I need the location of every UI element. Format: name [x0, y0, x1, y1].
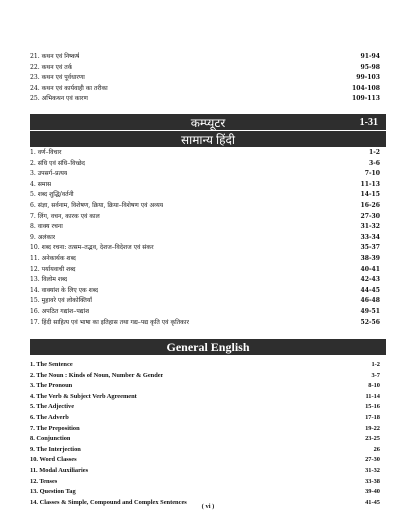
toc-entry [30, 94, 380, 105]
toc-entry-title: 14. Classes & Simple, Compound and Complex Sentences [30, 498, 187, 506]
toc-entry-title: 12. पर्यायवाची शब्द [30, 265, 76, 273]
toc-entry-pages: 17-18 [365, 413, 380, 421]
toc-entry-title: 8. वाक्य रचना [30, 223, 63, 231]
toc-entry-title: 6. संज्ञा, सर्वनाम, विशेषण, क्रिया, क्रिया–विशेषण एवं अव्यय [30, 201, 164, 209]
toc-entry-title: 21. कथन एवं निष्कर्ष [30, 53, 80, 60]
section-pages: 1-31 [359, 116, 378, 128]
toc-entry [30, 243, 380, 254]
toc-entry-pages: 109-113 [352, 95, 380, 103]
toc-entry-pages: 46-48 [360, 297, 380, 305]
section-title: General English [166, 339, 250, 354]
toc-entry-title: 7. लिंग, वचन, कारक एवं काल [30, 212, 100, 220]
toc-entry-title: 15. मुहावरे एवं लोकोक्तियाँ [30, 297, 92, 305]
toc-entry [30, 63, 380, 74]
page-number-footer: ( vi ) [201, 503, 215, 510]
toc-entry-pages: 11-14 [365, 392, 380, 400]
toc-entry-title: 3. The Pronoun [30, 382, 73, 390]
toc-entry [30, 445, 380, 456]
toc-entry [30, 233, 380, 244]
toc-entry-title: 1. The Sentence [30, 361, 73, 368]
section-title: कम्प्यूटर [190, 115, 226, 130]
toc-entry [30, 360, 380, 371]
top-items-list [30, 52, 380, 105]
toc-entry [30, 371, 380, 382]
toc-entry [30, 392, 380, 403]
toc-entry-title: 4. समास [30, 180, 52, 188]
toc-entry-pages: 33-38 [365, 477, 380, 485]
toc-entry [30, 477, 380, 488]
section-bar-english [30, 339, 386, 355]
toc-entry-pages: 91-94 [360, 53, 380, 60]
toc-entry-title: 12. Tenses [30, 477, 58, 485]
toc-entry-title: 11. अनेकार्थक शब्द [30, 254, 76, 262]
hindi-items-list [30, 148, 380, 328]
toc-entry-title: 1. वर्ण–विचार [30, 149, 62, 156]
toc-entry-pages: 11-13 [360, 180, 380, 188]
toc-entry [30, 52, 380, 63]
toc-entry-title: 4. The Verb & Subject Verb Agreement [30, 392, 137, 400]
toc-entry-pages: 31-32 [365, 466, 380, 474]
toc-entry-pages: 99-103 [356, 74, 380, 82]
toc-entry-pages: 7-10 [364, 170, 380, 178]
toc-entry-pages: 14-15 [360, 191, 380, 199]
toc-entry-pages: 1-2 [368, 149, 380, 156]
toc-entry-title: 9. The Interjection [30, 445, 81, 453]
toc-entry [30, 275, 380, 286]
toc-entry [30, 254, 380, 265]
toc-entry-pages: 95-98 [360, 63, 380, 71]
toc-entry-title: 13. विलोम शब्द [30, 276, 68, 284]
toc-entry-pages: 15-16 [365, 403, 380, 411]
toc-entry-title: 3. उपसर्ग–प्रत्यय [30, 170, 68, 178]
toc-entry-title: 2. The Noun : Kinds of Noun, Number & Gender [30, 371, 164, 379]
toc-entry-pages: 8-10 [368, 382, 380, 390]
toc-entry [30, 201, 380, 212]
toc-entry-pages: 26 [373, 445, 380, 453]
toc-entry-pages: 3-6 [368, 159, 380, 167]
toc-entry-pages: 3-7 [371, 371, 380, 379]
toc-entry-pages: 16-26 [360, 201, 380, 209]
toc-entry [30, 222, 380, 233]
section-title: सामान्य हिंदी [181, 132, 235, 147]
toc-entry-pages: 23-25 [365, 435, 380, 443]
toc-entry-pages: 27-30 [365, 456, 380, 464]
toc-entry-title: 13. Question Tag [30, 488, 76, 496]
toc-entry-title: 10. Word Classes [30, 456, 77, 464]
toc-entry-pages: 38-39 [360, 254, 380, 262]
toc-entry [30, 265, 380, 276]
toc-entry-title: 8. Conjunction [30, 435, 71, 443]
toc-entry-pages: 35-37 [360, 244, 380, 252]
toc-entry-title: 25. अभिकथन एवं कारण [30, 95, 88, 103]
toc-entry-title: 17. हिंदी साहित्य एवं भाषा का इतिहास तथा गद्य–पद्य कृति एवं कृतिकार [30, 318, 189, 326]
toc-entry-pages: 42-43 [360, 276, 380, 284]
toc-entry [30, 434, 380, 445]
toc-entry [30, 212, 380, 223]
toc-entry-title: 24. कथन एवं कार्यवाही का तरीका [30, 84, 108, 92]
section-bar-hindi [30, 131, 386, 147]
toc-entry [30, 296, 380, 307]
toc-entry [30, 466, 380, 477]
toc-entry-pages: 31-32 [360, 223, 380, 231]
toc-entry-pages: 41-45 [365, 498, 380, 506]
toc-entry [30, 180, 380, 191]
toc-entry-pages: 40-41 [360, 265, 380, 273]
toc-entry-pages: 52-56 [360, 318, 380, 326]
toc-entry [30, 148, 380, 159]
toc-entry [30, 455, 380, 466]
toc-entry-title: 11. Modal Auxiliaries [30, 466, 89, 474]
toc-entry-title: 5. शब्द शुद्धि/वर्तनी [30, 191, 74, 199]
toc-entry [30, 487, 380, 498]
toc-entry-pages: 39-40 [365, 488, 380, 496]
toc-entry [30, 169, 380, 180]
toc-entry-title: 2. संधि एवं संधि–विच्छेद [30, 159, 86, 167]
toc-entry [30, 381, 380, 392]
toc-entry [30, 318, 380, 329]
toc-entry-title: 14. वाक्यांश के लिए एक शब्द [30, 286, 99, 294]
toc-entry-pages: 1-2 [371, 361, 380, 368]
toc-entry-title: 6. The Adverb [30, 413, 69, 421]
toc-entry-title: 5. The Adjective [30, 403, 75, 411]
toc-entry [30, 286, 380, 297]
toc-entry [30, 413, 380, 424]
toc-entry [30, 84, 380, 95]
toc-entry-title: 7. The Preposition [30, 424, 80, 432]
toc-entry-title: 16. अपठित गद्यांश–पद्यांश [30, 307, 90, 315]
toc-entry-pages: 49-51 [360, 307, 380, 315]
toc-entry [30, 402, 380, 413]
toc-entry-pages: 44-45 [360, 286, 380, 294]
toc-entry-pages: 27-30 [360, 212, 380, 220]
toc-entry [30, 159, 380, 170]
toc-entry [30, 424, 380, 435]
toc-entry-pages: 33-34 [360, 233, 380, 241]
toc-entry-pages: 104-108 [352, 84, 380, 92]
toc-entry [30, 190, 380, 201]
section-bar-computer [30, 114, 386, 130]
toc-entry-title: 9. अलंकार [30, 233, 56, 241]
toc-entry [30, 73, 380, 84]
toc-entry [30, 307, 380, 318]
english-items-list [30, 360, 380, 508]
toc-entry-title: 22. कथन एवं तर्क [30, 63, 73, 71]
toc-entry-title: 23. कथन एवं पूर्वधारणा [30, 74, 85, 82]
toc-entry-pages: 19-22 [365, 424, 380, 432]
toc-entry-title: 10. शब्द रचना: तत्सम–तद्भव, देशज–विदेशज एवं संकर [30, 244, 154, 252]
